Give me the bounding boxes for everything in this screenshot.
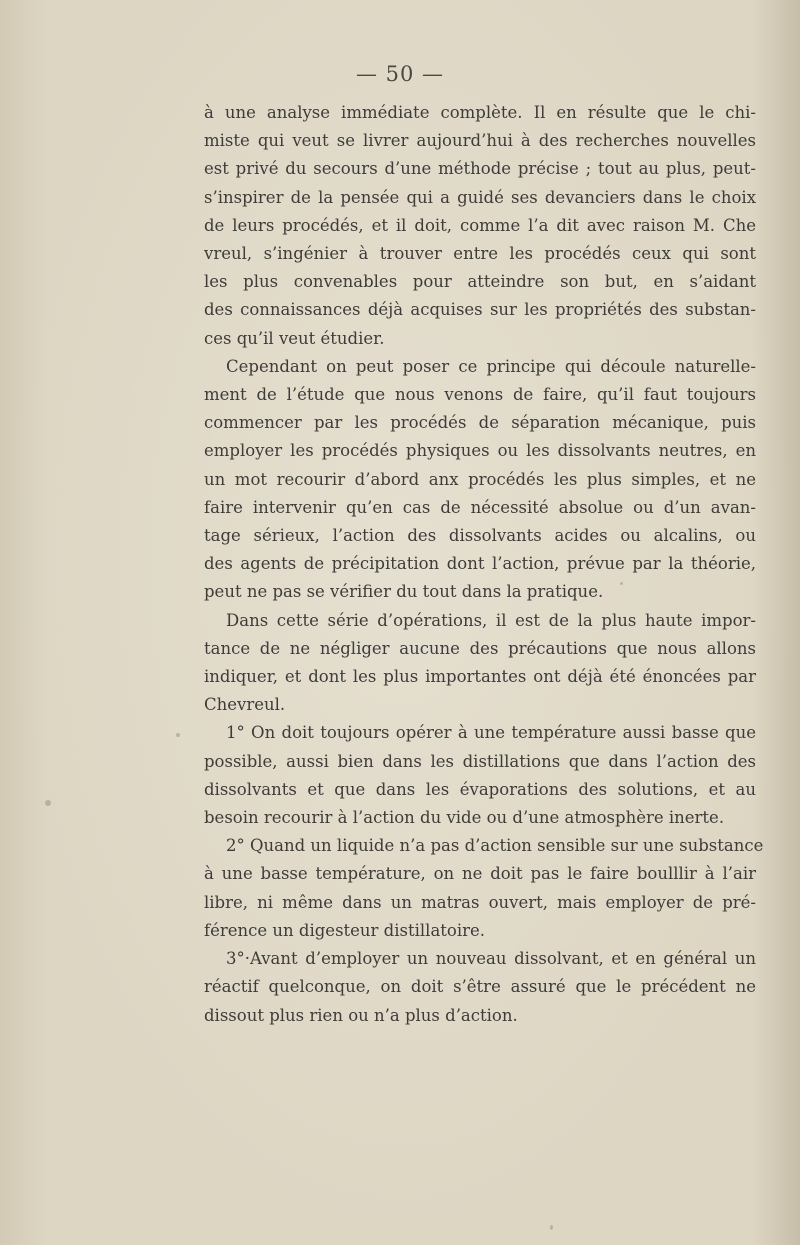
paper-speck [620,582,623,585]
text-line: ment de l’étude que nous venons de faire, qu’il faut toujours [204,385,756,405]
text-line: faire intervenir qu’en cas de nécessité absolue ou d’un avan- [204,497,756,517]
text-line: Cependant on peut poser ce principe qui découle naturelle- [226,356,756,376]
paper-speck [550,1225,553,1230]
text-line: Dans cette série d’opérations, il est de la plus haute impor- [226,610,756,630]
text-line: vreul, s’ingénier à trouver entre les procédés ceux qui sont [204,244,756,264]
text-line: à une basse température, on ne doit pas le faire boulllir à l’air [204,864,756,884]
text-line: indiquer, et dont les plus importantes ont déjà été énoncées par [204,667,756,687]
paragraph-4 [204,719,756,832]
text-line: 1° On doit toujours opérer à une température aussi basse que [226,723,756,743]
text-line: dissolvants et que dans les évaporations des solutions, et au [204,779,756,799]
text-line: 2° Quand un liquide n’a pas d’action sensible sur une substance [226,836,764,856]
text-line: libre, ni même dans un matras ouvert, mais employer de pré- [204,892,756,912]
paragraph-5 [204,832,764,945]
text-line: tance de ne négliger aucune des précautions que nous allons [204,638,756,658]
text-line: peut ne pas se vérifier du tout dans la pratique. [204,582,604,602]
text-line: miste qui veut se livrer aujourd’hui à des recherches nouvelles [204,131,756,151]
page-number: — 50 — [355,62,445,86]
text-line: férence un digesteur distillatoire. [204,920,486,940]
text-line: est privé du secours d’une méthode précise ; tout au plus, peut- [204,159,756,179]
text-line: 3°·Avant d’employer un nouveau dissolvant, et en général un [226,949,756,969]
paper-speck [45,800,51,806]
text-line: réactif quelconque, on doit s’être assuré que le précédent ne [204,977,756,997]
text-line: Chevreul. [204,695,286,715]
paragraph-6 [204,945,756,1030]
text-line: possible, aussi bien dans les distillations que dans l’action des [204,751,756,771]
paragraph-3 [204,607,756,720]
text-line: employer les procédés physiques ou les dissolvants neutres, en [204,441,756,461]
text-line: des agents de précipitation dont l’action, prévue par la théorie, [204,554,756,574]
text-line: les plus convenables pour atteindre son but, en s’aidant [204,272,756,292]
text-line: de leurs procédés, et il doit, comme l’a dit avec raison M. Che [204,215,756,235]
text-line: dissout plus rien ou n’a plus d’action. [204,1005,518,1025]
text-line: besoin recourir à l’action du vide ou d’une atmosphère inerte. [204,808,725,828]
body-text [204,99,764,1030]
text-line: s’inspirer de la pensée qui a guidé ses devanciers dans le choix [204,187,756,207]
text-line: un mot recourir d’abord anx procédés les plus simples, et ne [204,469,756,489]
text-line: commencer par les procédés de séparation mécanique, puis [204,413,756,433]
text-line: des connaissances déjà acquises sur les propriétés des substan- [204,300,756,320]
paper-speck [176,733,180,737]
text-line: à une analyse immédiate complète. Il en résulte que le chi- [204,103,756,122]
paragraph-1 [204,99,756,353]
text-line: tage sérieux, l’action des dissolvants acides ou alcalins, ou [204,526,756,546]
paragraph-2 [204,353,756,607]
text-line: ces qu’il veut étudier. [204,328,385,348]
